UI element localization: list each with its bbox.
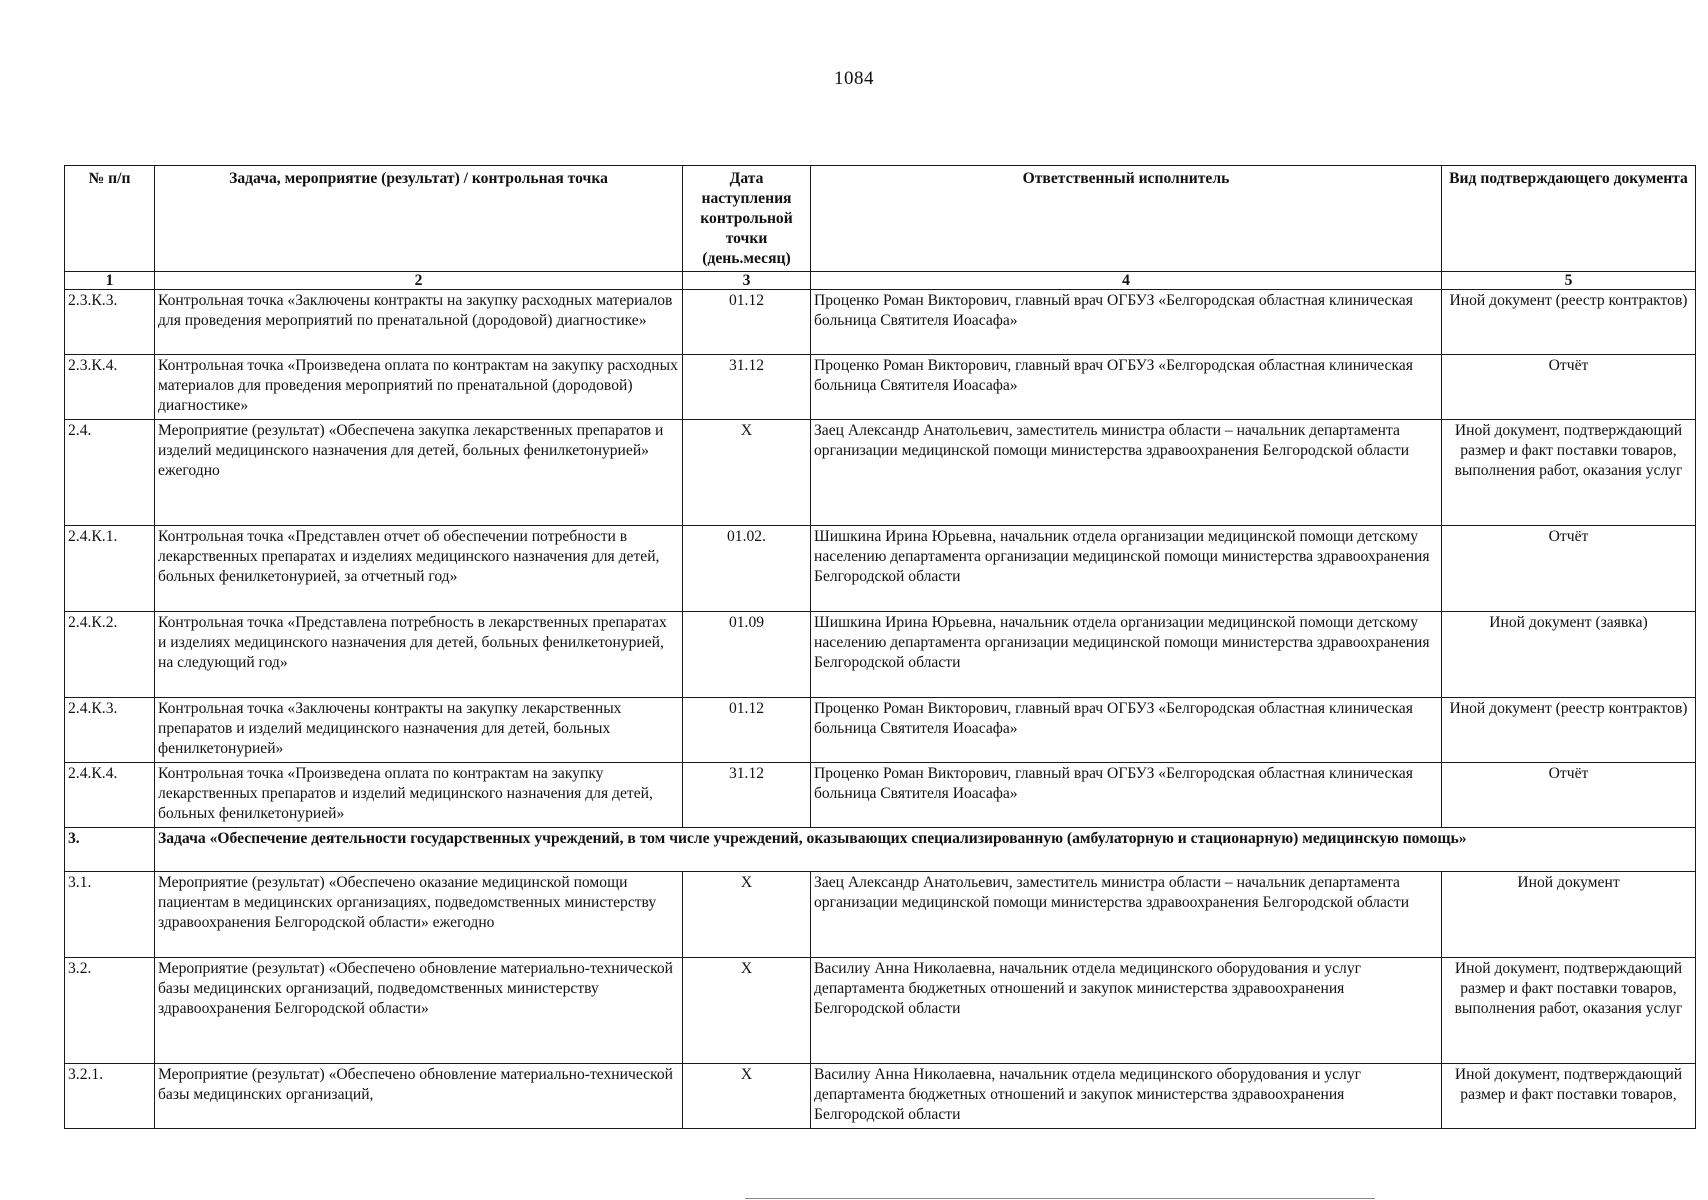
row-executor: Проценко Роман Викторович, главный врач ОГБУЗ «Белгородская областная клиническая больница Святителя Иоасафа»: [811, 698, 1442, 763]
row-task: Мероприятие (результат) «Обеспечена закупка лекарственных препаратов и изделий медицинского назначения для детей, больных фенилкетонурией» ежегодно: [155, 420, 683, 526]
table-row: [65, 698, 1696, 763]
column-number: 1: [65, 272, 155, 290]
row-number: 2.4.К.2.: [65, 612, 155, 698]
row-task: Мероприятие (результат) «Обеспечено обновление материально-технической базы медицинских организаций, подведомственных министерству здравоохранения Белгородской области»: [155, 958, 683, 1064]
row-number: 3.2.: [65, 958, 155, 1064]
header-date: Дата наступления контрольной точки (день.месяц): [683, 166, 811, 272]
table-row: [65, 290, 1696, 355]
row-number: 3.1.: [65, 872, 155, 958]
row-executor: Проценко Роман Викторович, главный врач ОГБУЗ «Белгородская областная клиническая больница Святителя Иоасафа»: [811, 290, 1442, 355]
row-document: Иной документ (реестр контрактов): [1442, 698, 1696, 763]
row-document: Иной документ (заявка): [1442, 612, 1696, 698]
row-task: Контрольная точка «Представлена потребность в лекарственных препаратах и изделиях медицинского назначения для детей, больных фенилкетонурией, на следующий год»: [155, 612, 683, 698]
row-task: Мероприятие (результат) «Обеспечено обновление материально-технической базы медицинских организаций,: [155, 1064, 683, 1129]
column-number: 4: [811, 272, 1442, 290]
task-number: 3.: [65, 828, 155, 872]
row-number: 3.2.1.: [65, 1064, 155, 1129]
row-number: 2.4.К.4.: [65, 763, 155, 828]
row-task: Мероприятие (результат) «Обеспечено оказание медицинской помощи пациентам в медицинских организациях, подведомственных министерству здравоохранения Белгородской области» ежегодно: [155, 872, 683, 958]
header-row: [65, 166, 1696, 272]
column-number: 3: [683, 272, 811, 290]
table-row: [65, 763, 1696, 828]
row-executor: Василиу Анна Николаевна, начальник отдела медицинского оборудования и услуг департамента бюджетных отношений и закупок министерства здравоохранения Белгородской области: [811, 958, 1442, 1064]
footer-rule: [745, 1198, 1375, 1199]
row-date: 01.12: [683, 698, 811, 763]
row-task: Контрольная точка «Заключены контракты на закупку расходных материалов для проведения мероприятий по пренатальной (дородовой) диагностике»: [155, 290, 683, 355]
row-executor: Василиу Анна Николаевна, начальник отдела медицинского оборудования и услуг департамента бюджетных отношений и закупок министерства здравоохранения Белгородской области: [811, 1064, 1442, 1129]
table-row: [65, 355, 1696, 420]
row-document: Иной документ, подтверждающий размер и факт поставки товаров,: [1442, 1064, 1696, 1129]
column-number: 2: [155, 272, 683, 290]
row-date: 01.02.: [683, 526, 811, 612]
row-executor: Заец Александр Анатольевич, заместитель министра области – начальник департамента организации медицинской помощи министерства здравоохранения Белгородской области: [811, 872, 1442, 958]
table-row: [65, 958, 1696, 1064]
header-doc: Вид подтверждающего документа: [1442, 166, 1696, 272]
row-number: 2.4.К.3.: [65, 698, 155, 763]
row-executor: Проценко Роман Викторович, главный врач ОГБУЗ «Белгородская областная клиническая больница Святителя Иоасафа»: [811, 355, 1442, 420]
row-task: Контрольная точка «Произведена оплата по контрактам на закупку лекарственных препаратов и изделий медицинского назначения для детей, больных фенилкетонурией»: [155, 763, 683, 828]
task-row: [65, 828, 1696, 872]
table-row: [65, 872, 1696, 958]
row-date: 31.12: [683, 355, 811, 420]
task-title: Задача «Обеспечение деятельности государственных учреждений, в том числе учреждений, оказывающих специализированную (амбулаторную и стационарную) медицинскую помощь»: [155, 828, 1696, 872]
row-task: Контрольная точка «Произведена оплата по контрактам на закупку расходных материалов для проведения мероприятий по пренатальной (дородовой) диагностике»: [155, 355, 683, 420]
row-document: Отчёт: [1442, 526, 1696, 612]
row-document: Иной документ, подтверждающий размер и факт поставки товаров, выполнения работ, оказания услуг: [1442, 958, 1696, 1064]
row-date: X: [683, 872, 811, 958]
row-number: 2.4.К.1.: [65, 526, 155, 612]
header-executor: Ответственный исполнитель: [811, 166, 1442, 272]
table-row: [65, 420, 1696, 526]
row-number: 2.3.К.4.: [65, 355, 155, 420]
table-row: [65, 526, 1696, 612]
row-task: Контрольная точка «Заключены контракты на закупку лекарственных препаратов и изделий медицинского назначения для детей, больных фенилкетонурией»: [155, 698, 683, 763]
row-task: Контрольная точка «Представлен отчет об обеспечении потребности в лекарственных препаратах и изделиях медицинского назначения для детей, больных фенилкетонурией, за отчетный год»: [155, 526, 683, 612]
row-date: 01.12: [683, 290, 811, 355]
row-document: Иной документ: [1442, 872, 1696, 958]
row-number: 2.4.: [65, 420, 155, 526]
header-num: № п/п: [65, 166, 155, 272]
row-date: X: [683, 958, 811, 1064]
row-date: 01.09: [683, 612, 811, 698]
row-date: X: [683, 1064, 811, 1129]
row-document: Отчёт: [1442, 355, 1696, 420]
column-number: 5: [1442, 272, 1696, 290]
control-points-table: [64, 165, 1696, 1129]
row-executor: Шишкина Ирина Юрьевна, начальник отдела организации медицинской помощи детскому населению департамента организации медицинской помощи министерства здравоохранения Белгородской области: [811, 612, 1442, 698]
column-number-row: [65, 272, 1696, 290]
row-executor: Заец Александр Анатольевич, заместитель министра области – начальник департамента организации медицинской помощи министерства здравоохранения Белгородской области: [811, 420, 1442, 526]
table-row: [65, 1064, 1696, 1129]
row-executor: Проценко Роман Викторович, главный врач ОГБУЗ «Белгородская областная клиническая больница Святителя Иоасафа»: [811, 763, 1442, 828]
row-executor: Шишкина Ирина Юрьевна, начальник отдела организации медицинской помощи детскому населению департамента организации медицинской помощи министерства здравоохранения Белгородской области: [811, 526, 1442, 612]
page-number: 1084: [834, 68, 874, 89]
row-document: Иной документ (реестр контрактов): [1442, 290, 1696, 355]
header-task: Задача, мероприятие (результат) / контрольная точка: [155, 166, 683, 272]
row-date: X: [683, 420, 811, 526]
row-number: 2.3.К.3.: [65, 290, 155, 355]
table-row: [65, 612, 1696, 698]
row-date: 31.12: [683, 763, 811, 828]
row-document: Отчёт: [1442, 763, 1696, 828]
row-document: Иной документ, подтверждающий размер и факт поставки товаров, выполнения работ, оказания услуг: [1442, 420, 1696, 526]
